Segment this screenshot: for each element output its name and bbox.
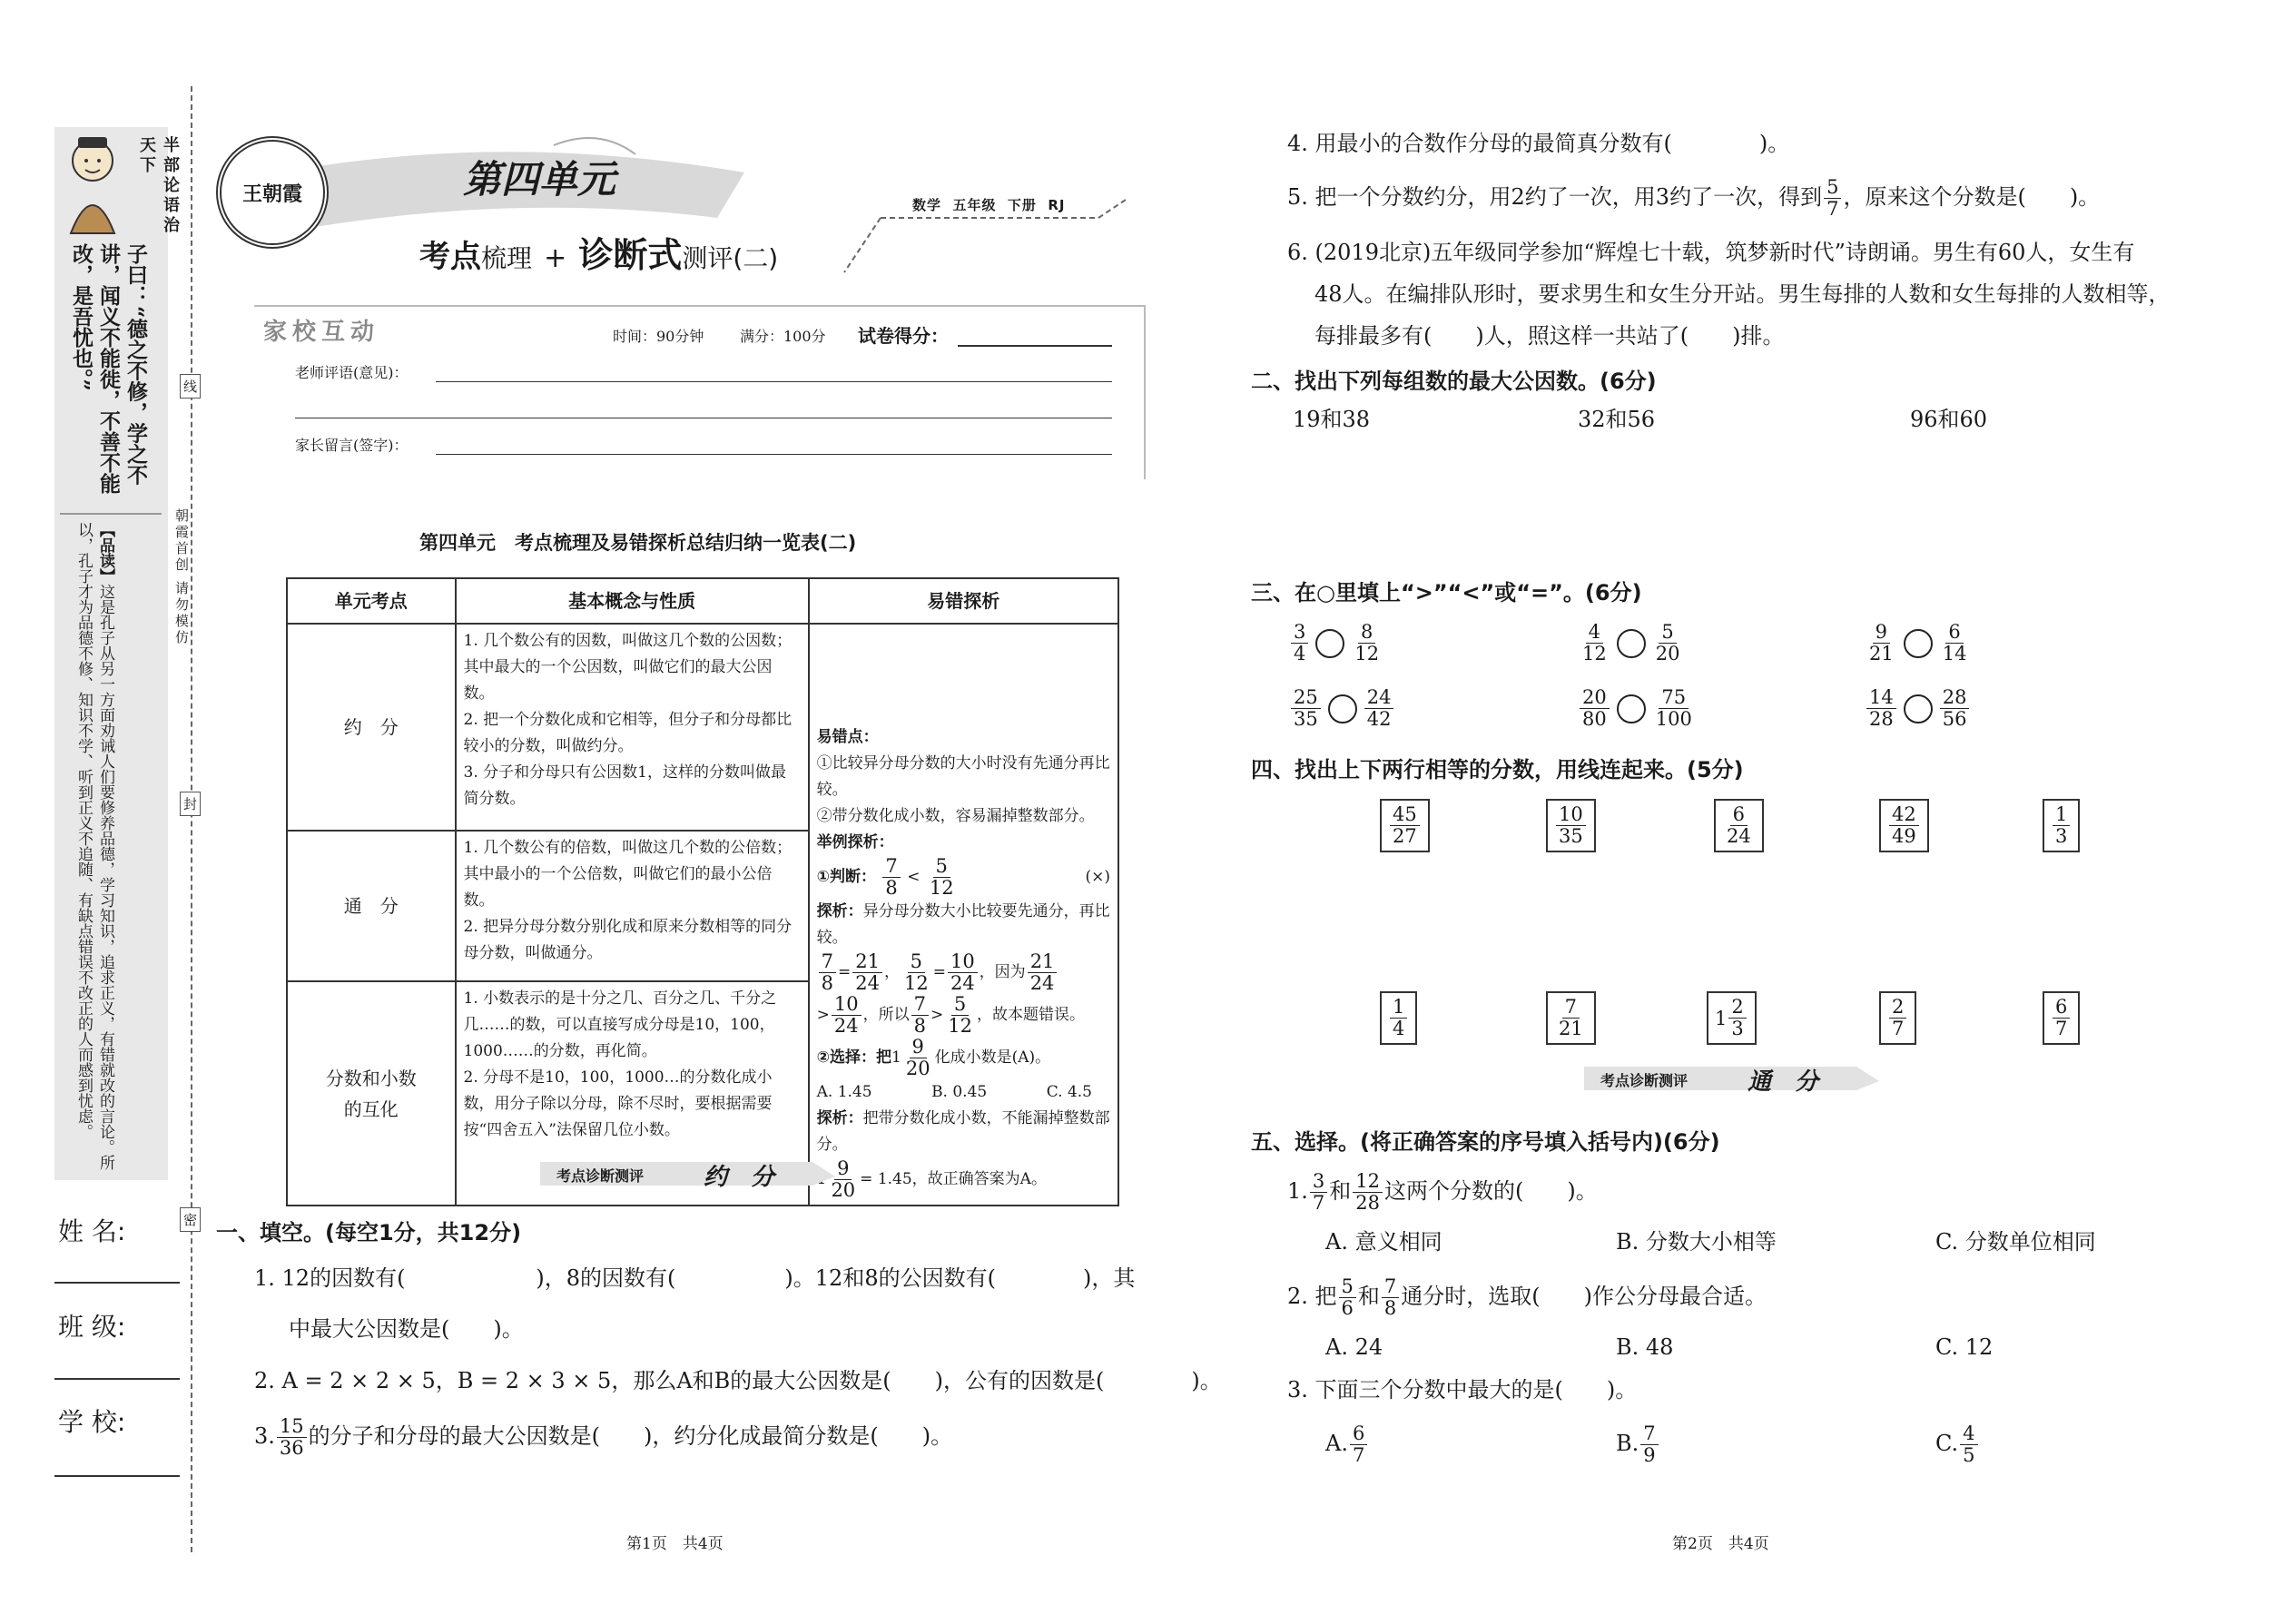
fold-label-3: 密	[180, 1207, 201, 1232]
school-field[interactable]	[54, 1475, 180, 1477]
table-error-analysis: 易错点： ①比较异分母分数的大小时没有先通分再比较。 ②带分数化成小数，容易漏掉整数部分。 举例探析： ①判断： $\frac{7}{8}$ < $\frac{5}{12}$ (×) 探析：异分母分数大小比较要先通分，再比较。 $\frac{7}{8}$ = $\frac{21}{24}$ ， $\frac{5}{12}$ = $\frac{10}{24}$ ，因为 $\frac{21}{24}$ > $\frac{10}{24}$ ，所以 $\frac{7}{8}$ > $\frac{5}{12}$ ，故本题错误。 ②选择：把1 $\frac{9}{20}$ 化成小数是(A)。 A. 1.45 B. 0.45 C. 4.5 探析：把带分数化成小数，不能漏掉整数部分。 $\frac{9}{20}$ = 1.45，故正确答案为A。	[809, 624, 1118, 1206]
q1-line1: 1. 12的因数有( )，8的因数有( )。12和8的公因数有( )，其	[254, 1265, 1136, 1291]
match-top-1[interactable]: $\frac{45}{27}$	[1380, 799, 1430, 852]
page-number-right: 第2页 共4页	[1672, 1535, 1769, 1553]
q6-line3: 每排最多有( )人，照这样一共站了( )排。	[1314, 323, 1785, 349]
teacher-comment-field[interactable]	[436, 381, 1112, 382]
compare-circle[interactable]	[1617, 629, 1646, 658]
q1-line2: 中最大公因数是( )。	[289, 1316, 524, 1342]
fold-label-1: 线	[180, 374, 201, 399]
choice-q3-option-b[interactable]: B. $\frac{7}{9}$	[1616, 1423, 1660, 1466]
match-bottom-1[interactable]: $\frac{1}{4}$	[1380, 991, 1417, 1045]
part3-title: 三、在○里填上“>”“<”或“=”。(6分)	[1251, 580, 1642, 605]
table-row-topic: 通 分	[287, 831, 456, 981]
exam-time: 时间：90分钟	[613, 328, 704, 345]
summary-table	[286, 577, 1119, 1206]
compare-3: $\frac{9}{21}$ $\frac{6}{14}$	[1869, 621, 1967, 664]
class-label: 班 级:	[58, 1312, 126, 1342]
choice-q3: 3. 下面三个分数中最大的是( )。	[1287, 1377, 1638, 1403]
publisher-logo	[216, 136, 329, 249]
choice-q3-option-a[interactable]: A. $\frac{6}{7}$	[1325, 1423, 1369, 1466]
compare-1: $\frac{3}{4}$ $\frac{8}{12}$	[1289, 622, 1383, 664]
compare-4: $\frac{25}{35}$ $\frac{24}{42}$	[1289, 687, 1395, 730]
q4: 4. 用最小的合数作分母的最简真分数有( )。	[1287, 131, 1790, 156]
home-school-label: 家校互动	[263, 319, 380, 346]
reading-note	[73, 522, 116, 1171]
choice-q2-option-c[interactable]: C. 12	[1935, 1334, 1994, 1360]
parent-comment-field[interactable]	[436, 454, 1112, 455]
sage-avatar	[58, 132, 129, 236]
table-header-error: 易错探析	[809, 578, 1118, 624]
match-top-3[interactable]: $\frac{6}{24}$	[1714, 799, 1764, 852]
parent-comment-label: 家长留言(签字)：	[295, 437, 409, 454]
q5: 5. 把一个分数约分，用2约了一次，用3约了一次，得到 $\frac{5}{7}$ ，原来这个分数是( )。	[1287, 176, 2101, 220]
choice-q2: 2. 把 $\frac{5}{6}$ 和 $\frac{7}{8}$ 通分时，选取( )作公分母最合适。	[1287, 1275, 1767, 1319]
summary-title: 第四单元 考点梳理及易错探析总结归纳一览表(二)	[419, 532, 857, 554]
subject-tag: 数学 五年级 下册 RJ	[912, 197, 1066, 213]
match-bottom-3[interactable]: 1 $\frac{2}{3}$	[1707, 991, 1757, 1045]
exam-score-label: 试卷得分：	[858, 325, 949, 347]
section-banner-yuefen: 考点诊断测评 约 分	[540, 1160, 840, 1187]
compare-2: $\frac{4}{12}$ $\frac{5}{20}$	[1582, 621, 1680, 664]
part5-title: 五、选择。(将正确答案的序号填入括号内)(6分)	[1251, 1129, 1720, 1155]
choice-q1-option-a[interactable]: A. 意义相同	[1325, 1229, 1442, 1255]
choice-q1-option-c[interactable]: C. 分数单位相同	[1935, 1229, 2096, 1255]
class-field[interactable]	[54, 1378, 180, 1380]
subtitle: 考点梳理 + 诊断式测评(二)	[419, 235, 779, 275]
q6-line2: 48人。在编排队形时，要求男生和女生分开站。男生每排的人数和女生每排的人数相等，	[1314, 281, 2171, 307]
choice-q2-option-a[interactable]: A. 24	[1325, 1334, 1383, 1360]
teacher-comment-label: 老师评语(意见)：	[295, 364, 409, 381]
gcd-pair-3: 96和60	[1910, 407, 1988, 432]
sidebar-divider	[60, 513, 162, 515]
match-bottom-5[interactable]: $\frac{6}{7}$	[2043, 991, 2080, 1045]
q2: 2. A = 2 × 2 × 5，B = 2 × 3 × 5，那么A和B的最大公因数是( )，公有的因数是( )。	[254, 1368, 1222, 1393]
reading-text: 这是孔子从另一方面劝诫人们要修养品德，学习知识，追求正义，有错就改的言论。所以，孔子才为品德不修、知识不学、听到正义不追随、有缺点错误不改正的人而感到忧虑。	[74, 522, 114, 1170]
school-label: 学 校:	[58, 1407, 126, 1437]
match-bottom-2[interactable]: $\frac{7}{21}$	[1546, 991, 1596, 1045]
table-header-concept: 基本概念与性质	[456, 578, 809, 624]
section-banner-tongfen: 考点诊断测评 通 分	[1584, 1065, 1884, 1092]
compare-5: $\frac{20}{80}$ $\frac{75}{100}$	[1578, 687, 1697, 730]
name-field[interactable]	[54, 1282, 180, 1284]
choice-q3-option-c[interactable]: C. $\frac{4}{5}$	[1935, 1423, 1980, 1466]
compare-circle[interactable]	[1617, 694, 1646, 723]
q6-line1: 6. (2019北京)五年级同学参加“辉煌七十载，筑梦新时代”诗朗诵。男生有60人，女生有	[1287, 240, 2135, 265]
motto-title: 半部论语治天下	[137, 136, 180, 236]
cut-line	[191, 86, 192, 1552]
logo-text: 王朝霞	[241, 182, 302, 206]
compare-circle[interactable]	[1904, 694, 1933, 723]
match-bottom-4[interactable]: $\frac{2}{7}$	[1879, 991, 1916, 1045]
gcd-pair-1: 19和38	[1293, 407, 1371, 432]
choice-q1: 1. $\frac{3}{7}$ 和 $\frac{12}{28}$ 这两个分数的( )。	[1287, 1170, 1598, 1214]
part2-title: 二、找出下列每组数的最大公因数。(6分)	[1251, 369, 1657, 394]
choice-q2-option-b[interactable]: B. 48	[1616, 1334, 1674, 1360]
exam-full-score: 满分：100分	[740, 328, 826, 345]
unit-title: 第四单元	[463, 157, 616, 202]
choice-q1-option-b[interactable]: B. 分数大小相等	[1616, 1229, 1777, 1255]
part4-title: 四、找出上下两行相等的分数，用线连起来。(5分)	[1251, 757, 1744, 782]
match-top-2[interactable]: $\frac{10}{35}$	[1546, 799, 1596, 852]
reading-label: 【品读】	[96, 522, 114, 584]
compare-6: $\frac{14}{28}$ $\frac{28}{56}$	[1865, 687, 1971, 730]
match-top-4[interactable]: $\frac{42}{49}$	[1879, 799, 1929, 852]
copyright-note: 朝霞首创 请勿模仿	[173, 508, 190, 646]
table-header-topic: 单元考点	[287, 578, 456, 624]
table-row-concepts: 1. 几个数公有的倍数，叫做这几个数的公倍数；其中最小的一个公倍数，叫做它们的最小公倍数。 2. 把异分母分数分别化成和原来分数相等的同分母分数，叫做通分。	[456, 831, 809, 981]
sage-quote: 子曰：“德之不修，学之不讲，闻义不能徙，不善不能改，是吾忧也。”	[69, 243, 148, 494]
compare-circle[interactable]	[1328, 694, 1357, 723]
fold-label-2: 封	[180, 792, 201, 816]
table-row-concepts: 1. 几个数公有的因数，叫做这几个数的公因数；其中最大的一个公因数，叫做它们的最大公因数。 2. 把一个分数化成和它相等，但分子和分母都比较小的分数，叫做约分。 3. 分子和分母只有公因数1，这样的分数叫做最简分数。	[456, 624, 809, 831]
exam-score-field[interactable]	[958, 345, 1112, 347]
q3: 3. $\frac{15}{36}$ 的分子和分母的最大公因数是( )，约分化成最简分数是( )。	[254, 1415, 953, 1459]
name-label: 姓 名:	[58, 1216, 126, 1246]
table-row-topic: 约 分	[287, 624, 456, 831]
part1-title: 一、填空。(每空1分，共12分)	[216, 1220, 522, 1245]
page-number-left: 第1页 共4页	[626, 1535, 724, 1553]
compare-circle[interactable]	[1315, 629, 1344, 658]
match-top-5[interactable]: $\frac{1}{3}$	[2043, 799, 2080, 852]
gcd-pair-2: 32和56	[1578, 407, 1656, 432]
table-row-topic: 分数和小数 的互化	[287, 981, 456, 1206]
compare-circle[interactable]	[1904, 629, 1933, 658]
table-row-concepts: 1. 小数表示的是十分之几、百分之几、千分之几……的数，可以直接写成分母是10，100，1000……的分数，再化简。 2. 分母不是10，100，1000…的分数化成小数，用分子除以分母，除不尽时，要根据需要按“四舍五入”法保留几位小数。	[456, 981, 809, 1206]
